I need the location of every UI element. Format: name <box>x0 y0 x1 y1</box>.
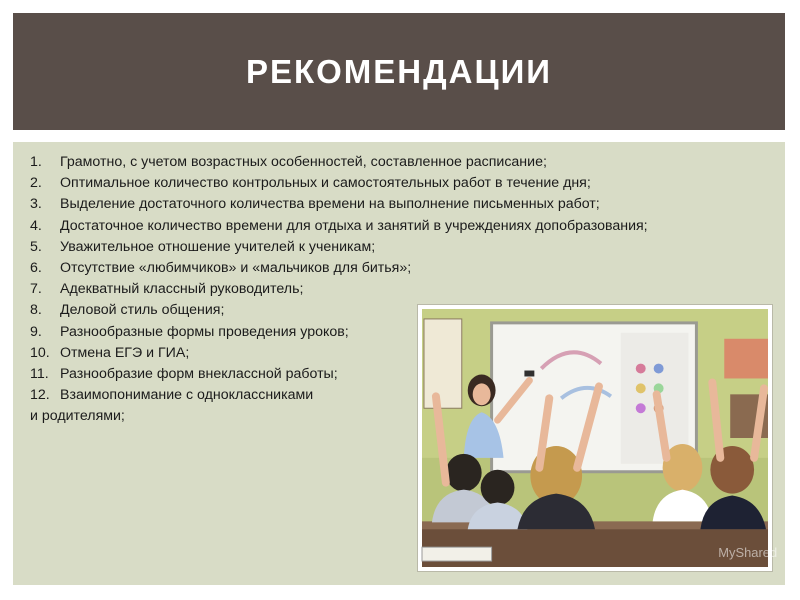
item-text: Отмена ЕГЭ и ГИА; <box>60 344 190 361</box>
classroom-photo <box>417 304 778 572</box>
item-number: 12. <box>30 387 50 404</box>
item-text-continuation: и родителями; <box>30 408 125 425</box>
list-item <box>30 194 770 215</box>
item-number: 6. <box>30 260 42 277</box>
item-number: 1. <box>30 154 42 170</box>
watermark-text: MyShared <box>718 545 778 561</box>
slide-title: РЕКОМЕНДАЦИИ <box>245 52 553 90</box>
list-item <box>30 258 770 279</box>
item-number: 4. <box>30 217 42 234</box>
item-number: 7. <box>30 281 42 298</box>
item-number: 2. <box>30 175 42 192</box>
item-text: Оптимальное количество контрольных и самостоятельных работ в течение дня; <box>60 175 591 192</box>
item-number: 8. <box>30 302 42 319</box>
classroom-illustration <box>422 309 778 567</box>
title-bar <box>13 13 785 130</box>
item-number: 10. <box>30 344 50 361</box>
list-item <box>30 152 770 173</box>
content-panel <box>13 142 785 585</box>
item-number: 9. <box>30 323 42 340</box>
item-text: Разнообразие форм внеклассной работы; <box>60 366 338 383</box>
list-item <box>30 237 770 258</box>
item-text: Взаимопонимание с одноклассниками <box>60 387 314 404</box>
item-text: Отсутствие «любимчиков» и «мальчиков для битья»; <box>60 260 412 277</box>
item-text: Достаточное количество времени для отдыха и занятий в учреждениях допобразования; <box>60 217 648 234</box>
list-item <box>30 216 770 237</box>
item-text: Деловой стиль общения; <box>60 302 225 319</box>
list-item <box>30 173 770 194</box>
item-number: 5. <box>30 238 42 255</box>
item-text: Адекватный классный руководитель; <box>60 281 304 298</box>
item-text: Разнообразные формы проведения уроков; <box>60 323 349 340</box>
item-text: Уважительное отношение учителей к ученикам; <box>60 238 376 255</box>
item-text: Выделение достаточного количества времени на выполнение письменных работ; <box>60 196 600 213</box>
item-text: Грамотно, с учетом возрастных особенностей, составленное расписание; <box>60 154 547 170</box>
list-item <box>30 279 770 300</box>
item-number: 3. <box>30 196 42 213</box>
item-number: 11. <box>30 366 49 383</box>
